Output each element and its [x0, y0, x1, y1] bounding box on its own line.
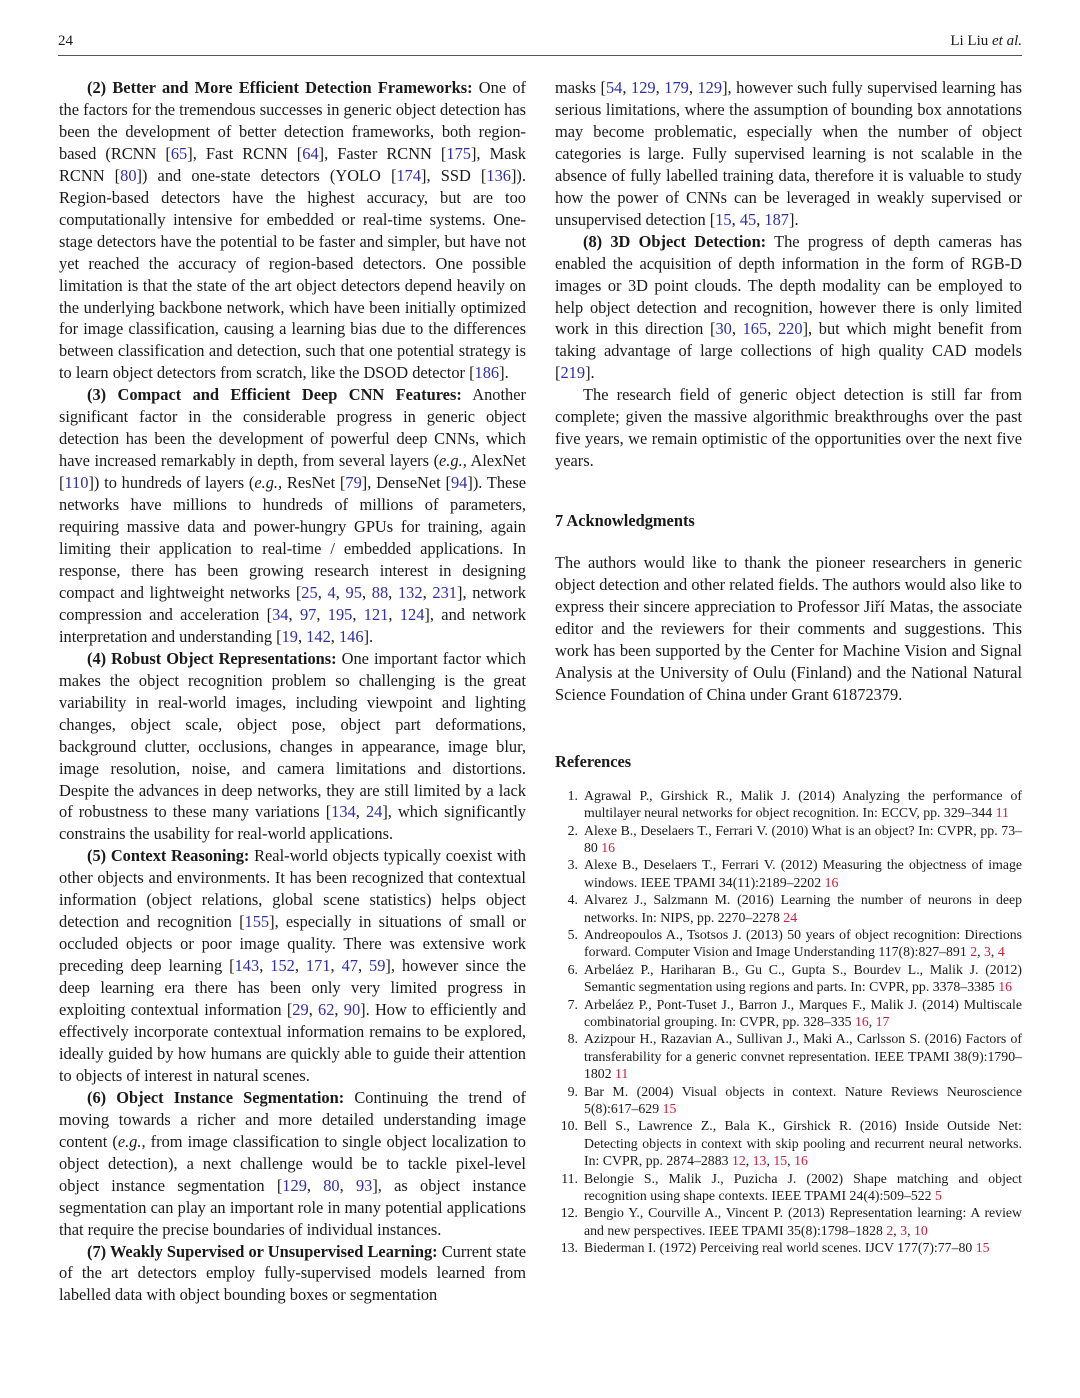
- reference-number: 1.: [567, 787, 578, 803]
- reference-number: 6.: [567, 961, 578, 977]
- citation-link[interactable]: 129: [282, 1175, 307, 1195]
- text: ]) to hundreds of layers (: [88, 473, 255, 493]
- paragraph-closing: The research field of generic object detection is still far from complete; given the massive algorithmic breakthroughs over the past five years, we remain optimistic of the opportunities over the next five years.: [555, 385, 1022, 471]
- backref-page-link[interactable]: 24: [783, 909, 798, 925]
- citation-group: 29, 62, 90: [292, 1000, 361, 1020]
- text: ], especially in situations of small or occluded objects or poor image quality. There was extensive work preceding deep learning [: [59, 912, 526, 976]
- citation-link[interactable]: 132: [397, 582, 423, 602]
- reference-item: [555, 856, 1022, 891]
- citation-link[interactable]: 174: [396, 165, 422, 185]
- citation-link[interactable]: 121: [363, 604, 389, 624]
- text: The progress of depth cameras has enabled the acquisition of depth information in the form of RGB-D images or 3D point clouds. The depth modality can be employed to help object detection and recognition, however there is only limited work in this direction [: [555, 231, 1022, 339]
- reference-text: Bar M. (2004) Visual objects in context. Nature Reviews Neuroscience 5(8):617–629: [584, 1083, 1022, 1117]
- citation-link[interactable]: 155: [244, 912, 270, 932]
- reference-text: Alexe B., Deselaers T., Ferrari V. (2012) Measuring the objectness of image windows. IEEE TPAMI 34(11):2189–2202: [584, 857, 1022, 890]
- text: ], however such fully supervised learning has serious limitations, where the assumption of bounding box annotations may become problematic, especially when the number of object categories is large. Fully supervised learning is not scalable in the absence of fully labelled training data, therefore it is valuable to study how the power of CNNs can be leveraged in weakly supervised or unsupervised detection [: [555, 78, 1022, 229]
- backref-page-link[interactable]: 16: [854, 1014, 869, 1030]
- reference-item: 7. Arbeláez P., Pont-Tuset J., Barron J., Marques F., Malik J. (2014) Multiscale combinatorial grouping. In: CVPR, pp. 328–335 16, 17: [555, 996, 1022, 1031]
- citation-link[interactable]: 220: [777, 319, 803, 339]
- reference-item: [555, 822, 1022, 857]
- citation-link[interactable]: 90: [343, 1000, 361, 1020]
- text: ], Fast RCNN [: [187, 143, 303, 163]
- reference-number: 7.: [567, 996, 578, 1012]
- paragraph-acknowledgments: The authors would like to thank the pioneer researchers in generic object detection and other related fields. The authors would also like to express their sincere appreciation to Professor Jiří Matas, the associate editor and the reviewers for their comments and suggestions. This work has been supported by the Center for Machine Vision and Signal Analysis at the University of Oulu (Finland) and the National Natural Science Foundation of China under Grant 61872379.: [555, 553, 1022, 704]
- paragraph-3d-detection: [555, 231, 1022, 385]
- reference-item: [555, 1170, 1022, 1205]
- backref-page-link[interactable]: 2: [970, 944, 978, 960]
- citation-link[interactable]: 4: [327, 582, 336, 602]
- citation-link[interactable]: 195: [327, 604, 353, 624]
- citation-link[interactable]: 179: [664, 78, 689, 97]
- text: ].: [585, 363, 595, 383]
- reference-text: Agrawal P., Girshick R., Malik J. (2014) Analyzing the performance of multilayer neural networks for object recognition. In: ECCV, pp. 329–344: [584, 787, 1022, 821]
- text: ]. How to efficiently and effectively incorporate contextual information remains to be explored, ideally guided by how humans are quickly able to guide their attention to objects of interest in natural scenes.: [59, 1000, 526, 1085]
- right-column: [555, 77, 1022, 1257]
- citation-link[interactable]: 65: [170, 143, 188, 163]
- citation-link[interactable]: 134: [331, 802, 356, 822]
- reference-text: Alvarez J., Salzmann M. (2016) Learning the number of neurons in deep networks. In: NIPS, pp. 2270–2278: [584, 892, 1022, 925]
- citation-link[interactable]: 15: [715, 209, 732, 229]
- reference-list: [555, 787, 1022, 1257]
- text: One important factor which makes the object recognition problem so challenging is the great variability in real-world images, including viewpoint and lighting changes, object scale, object pose, object part deformations, background clutter, occlusions, changes in appearance, image blur, image resolution, noise, and camera limitations and distortions. Despite the advances in deep networks, they are still limited by a lack of robustness to these many variations [: [59, 648, 526, 822]
- citation-link[interactable]: 146: [338, 626, 364, 646]
- text: ], and network interpretation and understanding [: [59, 604, 527, 646]
- citation-group: 129, 80, 93: [282, 1175, 373, 1195]
- citation-link[interactable]: 80: [323, 1175, 340, 1195]
- citation-link[interactable]: 62: [318, 1000, 335, 1020]
- citation-link[interactable]: 30: [715, 319, 732, 339]
- reference-text: Bengio Y., Courville A., Vincent P. (2013) Representation learning: A review and new perspectives. IEEE TPAMI 35(8):1798–1828: [584, 1205, 1022, 1238]
- reference-text: Biederman I. (1972) Perceiving real world scenes. IJCV 177(7):77–80: [584, 1240, 976, 1256]
- citation-link[interactable]: 80: [120, 165, 137, 185]
- section-title-references: References: [555, 751, 632, 771]
- citation-link[interactable]: 95: [345, 582, 362, 602]
- text: Another significant factor in the considerable progress in generic object detection has been the development of powerful deep CNNs, which have increased remarkably in depth, from several layers (: [59, 385, 526, 471]
- text: ]). These networks have millions to hundreds of millions of parameters, requiring massive data and power-hungry GPUs for training, again limiting their application to real-time / embedded applications. In response, there has been growing research interest in designing compact and lightweight networks [: [59, 473, 526, 602]
- text: ].: [499, 363, 509, 383]
- citation-group: 134, 24: [331, 802, 383, 822]
- text: ], which significantly constrains the usability for real-world applications.: [59, 802, 526, 844]
- reference-text: Bell S., Lawrence Z., Bala K., Girshick R. (2016) Inside Outside Net: Detecting objects in context with skip pooling and recurrent neural networks. In: CVPR, pp. 2874–2883: [584, 1118, 1022, 1169]
- paragraph-title: (6) Object Instance Segmentation:: [87, 1087, 345, 1107]
- reference-item: [555, 787, 1022, 822]
- backref-page-link[interactable]: 5: [935, 1188, 942, 1204]
- citation-link[interactable]: 136: [486, 165, 511, 185]
- citation-link[interactable]: 143: [234, 956, 260, 976]
- text: from image classification to single object localization to object detection), a next challenge would be to tackle pixel-level object instance segmentation [: [59, 1131, 526, 1195]
- paragraph-weakly-supervised-cont: [555, 77, 1022, 231]
- backref-page-link[interactable]: 11: [615, 1066, 629, 1082]
- text: ], Mask RCNN [: [59, 143, 526, 185]
- paragraph-title: (2) Better and More Efficient Detection Frameworks:: [87, 78, 473, 97]
- citation-group: 34, 97, 195, 121, 124: [272, 604, 425, 624]
- reference-text: Arbeláez P., Pont-Tuset J., Barron J., Marques F., Malik J. (2014) Multiscale combinatorial grouping. In: CVPR, pp. 328–335: [584, 996, 1022, 1030]
- reference-item: 5. Andreopoulos A., Tsotsos J. (2013) 50 years of object recognition: Directions forward. Computer Vision and Image Understanding 117(8):827–891 2, 3, 4: [555, 926, 1022, 961]
- reference-text: Arbeláez P., Hariharan B., Gu C., Gupta S., Bourdev L., Malik J. (2012) Semantic segmentation using regions and parts. In: CVPR, pp. 3378–3385: [584, 961, 1022, 995]
- paragraph-title: (7) Weakly Supervised or Unsupervised Learning:: [87, 1241, 438, 1261]
- text: e.g.,: [117, 1131, 146, 1151]
- text: e.g.,: [254, 473, 283, 493]
- text: e.g.,: [439, 451, 467, 471]
- text: ], SSD [: [421, 165, 487, 185]
- paragraph-title: (5) Context Reasoning:: [87, 846, 250, 866]
- backref-page-link[interactable]: 17: [875, 1014, 890, 1030]
- citation-link[interactable]: 142: [306, 626, 331, 646]
- reference-text: Andreopoulos A., Tsotsos J. (2013) 50 years of object recognition: Directions forward. Computer Vision and Image Understanding 117(8):827–891: [584, 926, 1022, 960]
- reference-item: [555, 961, 1022, 996]
- backref-page-link[interactable]: 16: [794, 1153, 808, 1169]
- paragraph-title: (8) 3D Object Detection:: [583, 231, 767, 251]
- paragraph-detection-frameworks: [59, 77, 526, 384]
- citation-link[interactable]: 34: [272, 604, 289, 624]
- backref-page-link[interactable]: 15: [975, 1240, 990, 1256]
- paragraph-instance-segmentation: [59, 1087, 526, 1241]
- reference-item: 12. Bengio Y., Courville A., Vincent P. (2013) Representation learning: A review and new perspectives. IEEE TPAMI 35(8):1798–1828 2, 3, 10: [555, 1204, 1022, 1239]
- citation-link[interactable]: 124: [399, 604, 425, 624]
- page-header: [58, 33, 1022, 56]
- backref-page-link[interactable]: 16: [601, 839, 616, 855]
- text: ], as object instance segmentation can play an important role in many potential applications that require the precise boundaries of individual instances.: [59, 1175, 526, 1239]
- backref-page-link[interactable]: 3: [984, 944, 991, 960]
- left-column: [59, 77, 526, 1306]
- reference-number: 10.: [560, 1118, 578, 1134]
- reference-number: 12.: [560, 1205, 578, 1221]
- running-author: [950, 33, 1022, 50]
- reference-number: 9.: [567, 1083, 578, 1099]
- text: ResNet [: [282, 473, 346, 493]
- citation-link[interactable]: 45: [739, 209, 757, 229]
- reference-number: 8.: [567, 1031, 578, 1047]
- reference-number: 4.: [567, 892, 578, 908]
- citation-link[interactable]: 54: [605, 78, 623, 97]
- citation-group: 143, 152, 171, 47, 59: [234, 956, 386, 976]
- reference-number: 5.: [567, 926, 578, 942]
- backref-page-link[interactable]: 4: [997, 944, 1005, 960]
- citation-group: 15, 45, 187: [715, 209, 789, 229]
- citation-link[interactable]: 79: [345, 473, 362, 493]
- citation-link[interactable]: 110: [64, 473, 89, 493]
- citation-link[interactable]: 219: [560, 363, 586, 383]
- paragraph-weakly-supervised: [59, 1241, 526, 1307]
- text: ], network compression and acceleration [: [59, 582, 526, 624]
- citation-group: 19, 142, 146: [281, 626, 364, 646]
- citation-link[interactable]: 186: [474, 363, 500, 383]
- reference-item: [555, 1083, 1022, 1118]
- backref-page-link[interactable]: 15: [662, 1101, 677, 1117]
- citation-link[interactable]: 24: [365, 802, 383, 822]
- author-suffix: et al.: [992, 33, 1022, 49]
- text: Real-world objects typically coexist with other objects and environments. It has been recognized that contextual information (object relations, global scene statistics) helps object detection and recognition [: [59, 846, 526, 932]
- paragraph-context-reasoning: [59, 845, 526, 1086]
- backref-page-link[interactable]: 16: [824, 874, 839, 890]
- citation-link[interactable]: 175: [446, 143, 471, 163]
- text: ], DenseNet [: [361, 473, 451, 493]
- text: One of the factors for the tremendous successes in generic object detection has been the development of better detection frameworks, both region-based (RCNN [: [59, 78, 526, 163]
- reference-item: [555, 891, 1022, 926]
- reference-item: [555, 1030, 1022, 1082]
- author-name: Li Liu: [950, 33, 989, 49]
- citation-link[interactable]: 47: [341, 956, 358, 976]
- reference-number: 13.: [560, 1240, 578, 1256]
- text: ], but which might benefit from taking advantage of large collections of high quality CAD models [: [555, 319, 1022, 383]
- text: ], however since the deep learning era there has been only very limited progress in exploiting contextual information [: [59, 956, 526, 1020]
- text: ].: [363, 626, 374, 646]
- citation-link[interactable]: 152: [270, 956, 295, 976]
- paragraph-title: (4) Robust Object Representations:: [87, 648, 337, 668]
- text: Current state of the art detectors employ fully-supervised models learned from labelled data with object bounding boxes or segmentation: [59, 1241, 526, 1305]
- reference-text: Belongie S., Malik J., Puzicha J. (2002) Shape matching and object recognition using shape contexts. IEEE TPAMI 24(4):509–522: [584, 1170, 1022, 1204]
- reference-number: 11.: [561, 1170, 578, 1186]
- citation-link[interactable]: 88: [371, 582, 389, 602]
- citation-group: 30, 165, 220: [715, 319, 803, 339]
- citation-link[interactable]: 64: [302, 143, 319, 163]
- text: Continuing the trend of moving towards a richer and more detailed understanding image content (: [59, 1087, 526, 1151]
- reference-number: 3.: [567, 857, 578, 873]
- citation-link[interactable]: 29: [292, 1000, 309, 1020]
- text: AlexNet [: [59, 451, 526, 493]
- text: masks [: [555, 78, 606, 97]
- paragraph-robust-representations: [59, 648, 526, 846]
- reference-item: 10. Bell S., Lawrence Z., Bala K., Girshick R. (2016) Inside Outside Net: Detecting objects in context with skip pooling and recurrent neural networks. In: CVPR, pp. 2874–2883 12, 13, 15, 16: [555, 1117, 1022, 1169]
- text: ], Faster RCNN [: [318, 143, 447, 163]
- reference-number: 2.: [567, 822, 578, 838]
- citation-group: 25, 4, 95, 88, 132, 231: [301, 582, 457, 602]
- reference-item: [555, 1239, 1022, 1256]
- text: ]). Region-based detectors have the highest accuracy, but are too computationally intensive for embedded or real-time systems. One-stage detectors have the potential to be faster and simpler, but have not yet reached the accuracy of region-based detectors. One possible limitation is that the state of the art object detectors depend heavily on the underlying backbone network, which have been initially optimized for image classification, causing a learning bias due to the differences between classification and detection, such that one potential strategy is to learn object detectors from scratch, like the DSOD detector [: [59, 165, 526, 383]
- citation-link[interactable]: 165: [742, 319, 768, 339]
- citation-link[interactable]: 94: [450, 473, 468, 493]
- backref-page-link[interactable]: 2: [886, 1222, 894, 1238]
- citation-link[interactable]: 59: [369, 956, 386, 976]
- backref-page-link[interactable]: 10: [913, 1222, 928, 1238]
- text: ]) and one-state detectors (YOLO [: [136, 165, 397, 185]
- citation-link[interactable]: 129: [697, 78, 723, 97]
- citation-link[interactable]: 129: [631, 78, 656, 97]
- backref-page-link[interactable]: 12: [731, 1153, 746, 1169]
- backref-page-link[interactable]: 15: [773, 1153, 788, 1169]
- page-number: 24: [58, 33, 73, 49]
- citation-link[interactable]: 97: [299, 604, 317, 624]
- backref-page-link[interactable]: 13: [752, 1153, 767, 1169]
- backref-page-link[interactable]: 11: [995, 805, 1009, 821]
- backref-page-link[interactable]: 3: [900, 1222, 908, 1238]
- citation-link[interactable]: 231: [432, 582, 457, 602]
- section-title-acknowledgments: 7 Acknowledgments: [555, 511, 695, 531]
- backref-page-link[interactable]: 16: [998, 979, 1013, 995]
- text: ].: [789, 209, 799, 229]
- reference-text: Alexe B., Deselaers T., Ferrari V. (2010) What is an object? In: CVPR, pp. 73–80: [584, 822, 1022, 855]
- citation-link[interactable]: 25: [301, 582, 318, 602]
- citation-group: 54, 129, 179, 129: [605, 78, 723, 97]
- citation-link[interactable]: 171: [305, 956, 331, 976]
- paragraph-title: (3) Compact and Efficient Deep CNN Features:: [87, 385, 462, 405]
- citation-link[interactable]: 93: [355, 1175, 373, 1195]
- reference-text: Azizpour H., Razavian A., Sullivan J., Maki A., Carlsson S. (2016) Factors of transferability for a generic convnet representation. IEEE TPAMI 38(9):1790–1802: [584, 1031, 1022, 1082]
- citation-link[interactable]: 187: [764, 209, 789, 229]
- paragraph-deep-cnn-features: [59, 384, 526, 647]
- citation-link[interactable]: 19: [281, 626, 298, 646]
